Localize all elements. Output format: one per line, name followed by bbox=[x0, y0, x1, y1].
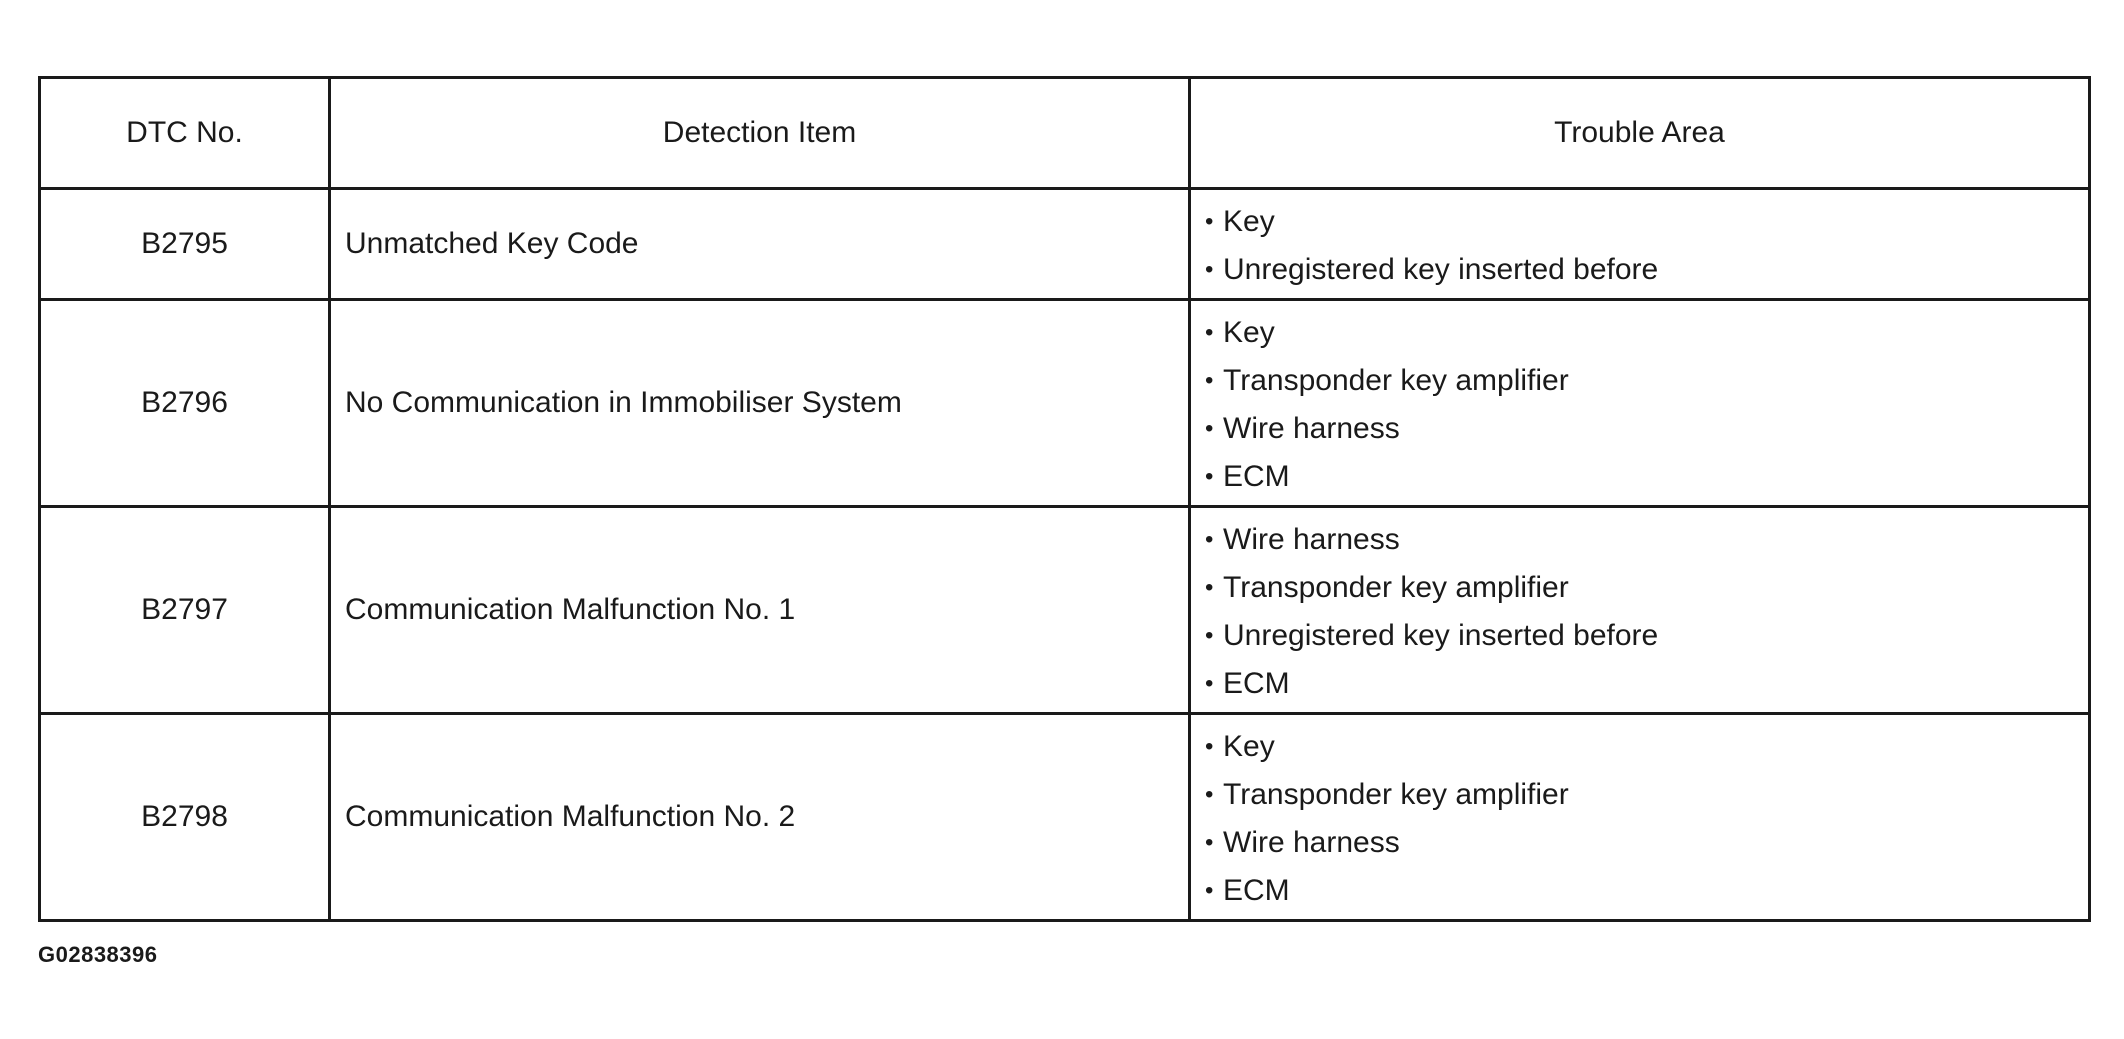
trouble-area-item bbox=[1205, 660, 2088, 708]
figure-id: G02838396 bbox=[38, 942, 158, 967]
trouble-area-text: Key bbox=[1223, 205, 1275, 238]
bullet-icon: • bbox=[1205, 367, 1214, 394]
dtc-code: B2796 bbox=[40, 300, 330, 507]
bullet-icon: • bbox=[1205, 574, 1214, 601]
trouble-area-text: Key bbox=[1223, 730, 1275, 763]
trouble-area-text: Transponder key amplifier bbox=[1223, 571, 1569, 604]
dtc-code: B2795 bbox=[40, 189, 330, 300]
dtc-code: B2798 bbox=[40, 714, 330, 921]
bullet-icon: • bbox=[1205, 622, 1214, 649]
trouble-area-item bbox=[1205, 516, 2088, 564]
table-row bbox=[40, 714, 2090, 921]
trouble-area-text: Transponder key amplifier bbox=[1223, 364, 1569, 397]
trouble-area-text: Unregistered key inserted before bbox=[1223, 619, 1659, 652]
detection-item: No Communication in Immobiliser System bbox=[330, 300, 1190, 507]
trouble-area-item bbox=[1205, 771, 2088, 819]
trouble-area-item bbox=[1205, 198, 2088, 246]
header-dtc-no: DTC No. bbox=[40, 78, 330, 189]
trouble-area-item bbox=[1205, 453, 2088, 501]
trouble-area-item bbox=[1205, 357, 2088, 405]
bullet-icon: • bbox=[1205, 781, 1214, 808]
trouble-area-cell bbox=[1190, 189, 2090, 300]
trouble-area-text: ECM bbox=[1223, 460, 1290, 493]
trouble-area-item bbox=[1205, 246, 2088, 294]
trouble-area-cell bbox=[1190, 714, 2090, 921]
bullet-icon: • bbox=[1205, 733, 1214, 760]
bullet-icon: • bbox=[1205, 463, 1214, 490]
trouble-area-text: Wire harness bbox=[1223, 412, 1400, 445]
trouble-area-item bbox=[1205, 405, 2088, 453]
trouble-area-list bbox=[1205, 309, 2088, 501]
trouble-area-item bbox=[1205, 867, 2088, 915]
bullet-icon: • bbox=[1205, 526, 1214, 553]
trouble-area-text: ECM bbox=[1223, 667, 1290, 700]
trouble-area-item bbox=[1205, 819, 2088, 867]
bullet-icon: • bbox=[1205, 415, 1214, 442]
detection-item: Unmatched Key Code bbox=[330, 189, 1190, 300]
table-row bbox=[40, 189, 2090, 300]
trouble-area-text: Unregistered key inserted before bbox=[1223, 253, 1659, 286]
trouble-area-item bbox=[1205, 723, 2088, 771]
header-trouble-area: Trouble Area bbox=[1190, 78, 2090, 189]
trouble-area-item bbox=[1205, 564, 2088, 612]
detection-item: Communication Malfunction No. 1 bbox=[330, 507, 1190, 714]
trouble-area-list bbox=[1205, 198, 2088, 294]
table-row bbox=[40, 507, 2090, 714]
dtc-code: B2797 bbox=[40, 507, 330, 714]
table-row bbox=[40, 300, 2090, 507]
trouble-area-item bbox=[1205, 309, 2088, 357]
detection-item: Communication Malfunction No. 2 bbox=[330, 714, 1190, 921]
dtc-table bbox=[38, 76, 2091, 922]
bullet-icon: • bbox=[1205, 256, 1214, 283]
trouble-area-cell bbox=[1190, 300, 2090, 507]
header-row bbox=[40, 78, 2090, 189]
bullet-icon: • bbox=[1205, 877, 1214, 904]
bullet-icon: • bbox=[1205, 829, 1214, 856]
trouble-area-text: Wire harness bbox=[1223, 523, 1400, 556]
trouble-area-text: Wire harness bbox=[1223, 826, 1400, 859]
bullet-icon: • bbox=[1205, 670, 1214, 697]
trouble-area-text: ECM bbox=[1223, 874, 1290, 907]
trouble-area-text: Key bbox=[1223, 316, 1275, 349]
trouble-area-text: Transponder key amplifier bbox=[1223, 778, 1569, 811]
bullet-icon: • bbox=[1205, 319, 1214, 346]
bullet-icon: • bbox=[1205, 208, 1214, 235]
trouble-area-item bbox=[1205, 612, 2088, 660]
trouble-area-list bbox=[1205, 516, 2088, 708]
trouble-area-list bbox=[1205, 723, 2088, 915]
header-detection-item: Detection Item bbox=[330, 78, 1190, 189]
trouble-area-cell bbox=[1190, 507, 2090, 714]
